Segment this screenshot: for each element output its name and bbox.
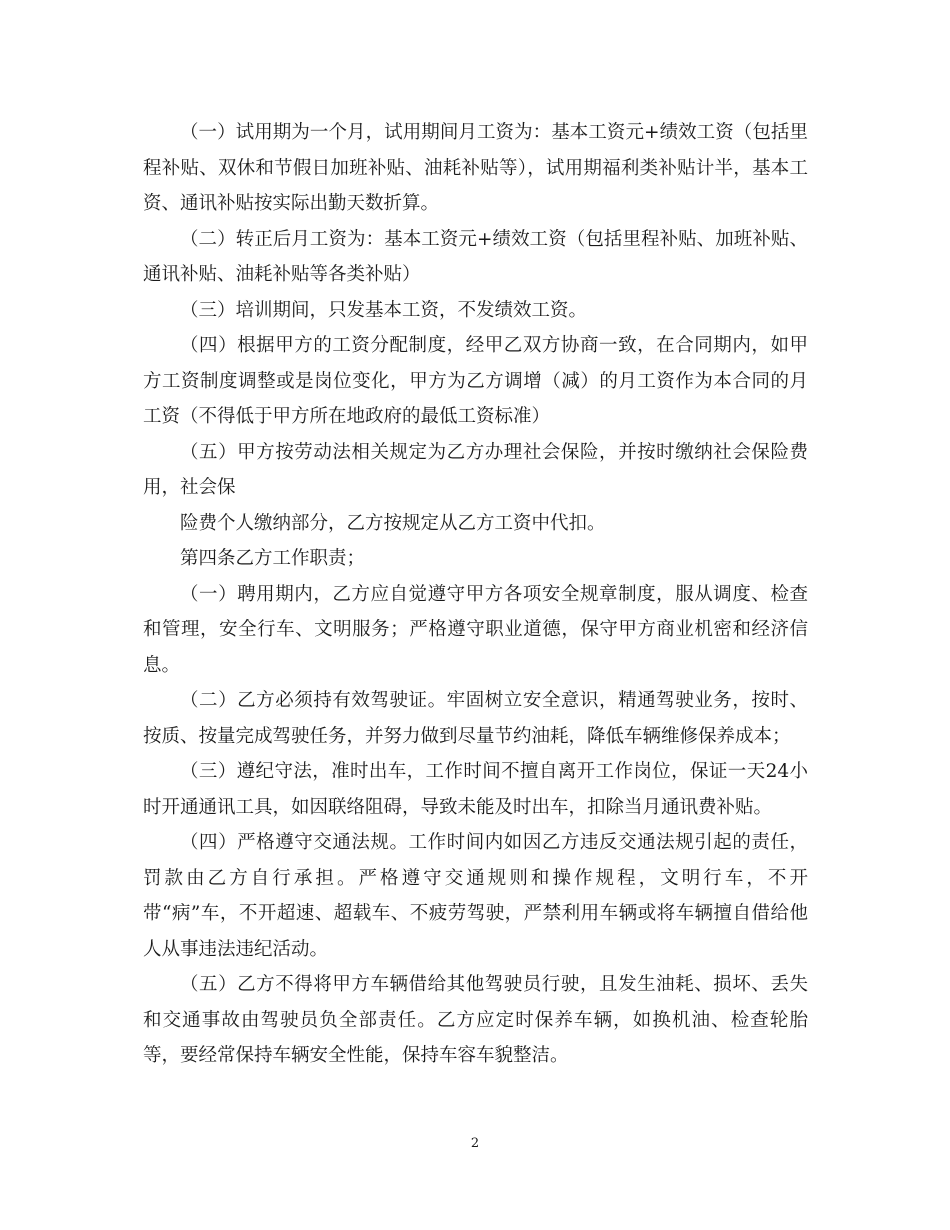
- page-number: 2: [470, 1136, 480, 1151]
- paragraph-duty-punctuality: （三）遵纪守法，准时出车，工作时间不擅自离开工作岗位，保证一天24小时开通通讯工具，如因联络阻碍，导致未能及时出车，扣除当月通讯费补贴。: [143, 761, 808, 818]
- paragraph-social-insurance: （五）甲方按劳动法相关规定为乙方办理社会保险，并按时缴纳社会保险费用，社会保: [143, 441, 808, 498]
- paragraph-regular-salary: （二）转正后月工资为：基本工资元+绩效工资（包括里程补贴、加班补贴、通讯补贴、油耗补贴等各类补贴）: [143, 228, 808, 285]
- document-body: [143, 115, 808, 1074]
- paragraph-training-salary: （三）培训期间，只发基本工资，不发绩效工资。: [180, 299, 588, 321]
- paragraph-trial-period-salary: （一）试用期为一个月，试用期间月工资为：基本工资元+绩效工资（包括里程补贴、双休和节假日加班补贴、油耗补贴等），试用期福利类补贴计半，基本工资、通讯补贴按实际出勤天数折算。: [143, 122, 808, 214]
- article-four-heading: 第四条乙方工作职责；: [180, 548, 366, 569]
- paragraph-salary-adjustment: （四）根据甲方的工资分配制度，经甲乙双方协商一致，在合同期内，如甲方工资制度调整或是岗位变化，甲方为乙方调增（减）的月工资作为本合同的月工资（不得低于甲方所在地政府的最低工资标准）: [143, 335, 808, 427]
- paragraph-insurance-deduction: 险费个人缴纳部分，乙方按规定从乙方工资中代扣。: [180, 512, 606, 534]
- paragraph-duty-traffic-law: （四）严格遵守交通法规。工作时间内如因乙方违反交通法规引起的责任，罚款由乙方自行承担。严格遵守交通规则和操作规程，文明行车，不开带“病”车，不开超速、超载车、不疲劳驾驶，严禁利用车辆或将车辆擅自借给他人从事违法违纪活动。: [143, 832, 808, 960]
- paragraph-duty-safety-rules: （一）聘用期内，乙方应自觉遵守甲方各项安全规章制度，服从调度、检查和管理，安全行车、文明服务；严格遵守职业道德，保守甲方商业机密和经济信息。: [143, 583, 808, 676]
- paragraph-duty-vehicle-care: （五）乙方不得将甲方车辆借给其他驾驶员行驶，且发生油耗、损坏、丢失和交通事故由驾驶员负全部责任。乙方应定时保养车辆，如换机油、检查轮胎等，要经常保持车辆安全性能，保持车容车貌整洁。: [143, 974, 808, 1066]
- paragraph-duty-license: （二）乙方必须持有效驾驶证。牢固树立安全意识，精通驾驶业务，按时、按质、按量完成驾驶任务，并努力做到尽量节约油耗，降低车辆维修保养成本；: [143, 690, 808, 747]
